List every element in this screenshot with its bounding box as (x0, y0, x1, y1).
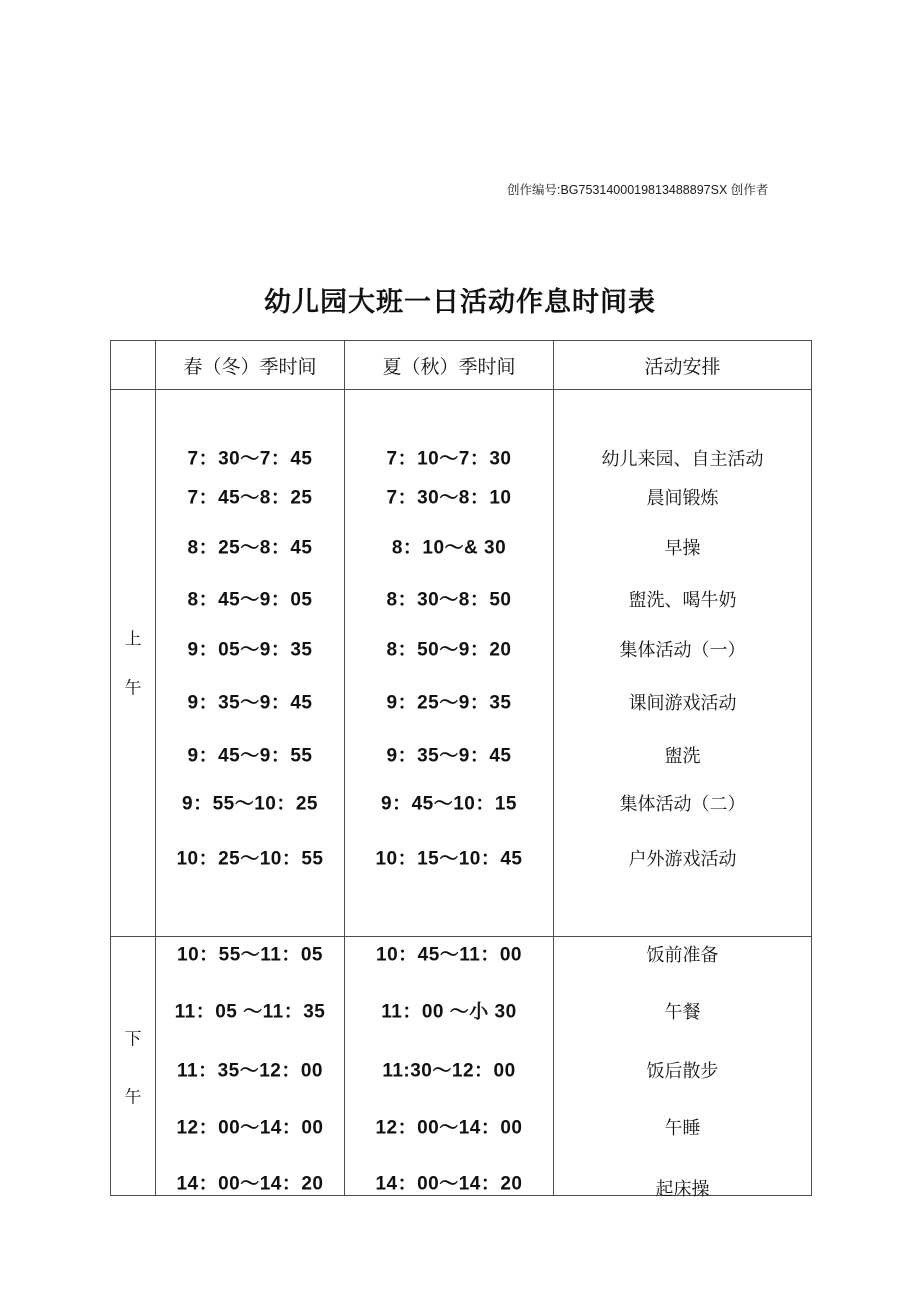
activity-name: 户外游戏活动 (628, 849, 737, 870)
activity-name: 午睡 (664, 1118, 701, 1139)
spring-time: 8：25〜8：45 (187, 537, 313, 559)
activity-name: 课间游戏活动 (628, 693, 737, 714)
spring-time: 12：00〜14：00 (176, 1117, 324, 1139)
activity-name: 起床操 (655, 1179, 710, 1200)
summer-time: 7：10〜7：30 (386, 448, 512, 470)
activity-name: 午餐 (664, 1002, 701, 1023)
activity-column-morning (554, 390, 811, 936)
summer-time: 10：15〜10：45 (375, 848, 523, 870)
summer-time: 8：30〜8：50 (386, 589, 512, 611)
summer-time-column-morning (345, 390, 554, 936)
header-cell-spring-winter-time: 春（冬）季时间 (156, 341, 345, 389)
period-cell-morning (111, 390, 156, 936)
summer-time: 11:30〜12：00 (382, 1060, 516, 1082)
spring-time: 10：55〜11：05 (177, 944, 323, 966)
activity-name: 幼儿来园、自主活动 (601, 449, 764, 470)
afternoon-section (111, 936, 811, 1200)
summer-time: 7：30〜8：10 (386, 487, 512, 509)
spring-time: 9：35〜9：45 (187, 692, 313, 714)
summer-time: 11：00 〜小 30 (381, 1001, 517, 1023)
spring-time: 8：45〜9：05 (187, 589, 313, 611)
period-char: 午 (124, 1087, 142, 1107)
spring-time: 7：30〜7：45 (187, 448, 313, 470)
spring-time: 9：45〜9：55 (187, 745, 313, 767)
period-char: 上 (124, 629, 142, 649)
summer-time: 12：00〜14：00 (375, 1117, 523, 1139)
summer-time: 8：50〜9：20 (386, 639, 512, 661)
activity-column-afternoon (554, 937, 811, 1200)
activity-name: 集体活动（二） (619, 794, 746, 815)
spring-time: 9：05〜9：35 (187, 639, 313, 661)
header-cell-period (111, 341, 156, 389)
spring-time: 11：35〜12：00 (177, 1060, 323, 1082)
activity-name: 饭前准备 (646, 945, 719, 966)
table-header-row (111, 341, 811, 390)
summer-time: 14：00〜14：20 (375, 1173, 523, 1195)
summer-time: 10：45〜11：00 (376, 944, 522, 966)
activity-name: 集体活动（一） (619, 640, 746, 661)
summer-time: 9：35〜9：45 (386, 745, 512, 767)
spring-time-column-afternoon (156, 937, 345, 1195)
spring-time: 11：05 〜11：35 (174, 1001, 326, 1023)
period-char: 午 (124, 678, 142, 698)
summer-time: 9：45〜10：15 (381, 793, 517, 815)
schedule-table (110, 340, 812, 1200)
activity-name: 饭后散步 (646, 1061, 719, 1082)
spring-time: 10：25〜10：55 (176, 848, 324, 870)
period-char: 下 (124, 1029, 142, 1049)
activity-name: 盥洗、喝牛奶 (628, 590, 737, 611)
summer-time: 9：25〜9：35 (386, 692, 512, 714)
spring-time-column-morning (156, 390, 345, 936)
header-cell-summer-autumn-time: 夏（秋）季时间 (345, 341, 554, 389)
document-title: 幼儿园大班一日活动作息时间表 (264, 287, 656, 317)
spring-time: 9：55〜10：25 (182, 793, 318, 815)
spring-time: 14：00〜14：20 (176, 1173, 324, 1195)
spring-time: 7：45〜8：25 (187, 487, 313, 509)
header-cell-activity: 活动安排 (644, 356, 721, 378)
activity-name: 早操 (664, 538, 701, 559)
period-cell-afternoon (111, 937, 156, 1195)
summer-time: 8：10〜& 30 (391, 537, 507, 559)
morning-section (111, 390, 811, 936)
activity-name: 盥洗 (664, 746, 701, 767)
activity-name: 晨间锻炼 (646, 488, 719, 509)
creation-number-text: 创作编号:BG7531400019813488897SX 创作者 (507, 183, 769, 197)
summer-time-column-afternoon (345, 937, 554, 1195)
